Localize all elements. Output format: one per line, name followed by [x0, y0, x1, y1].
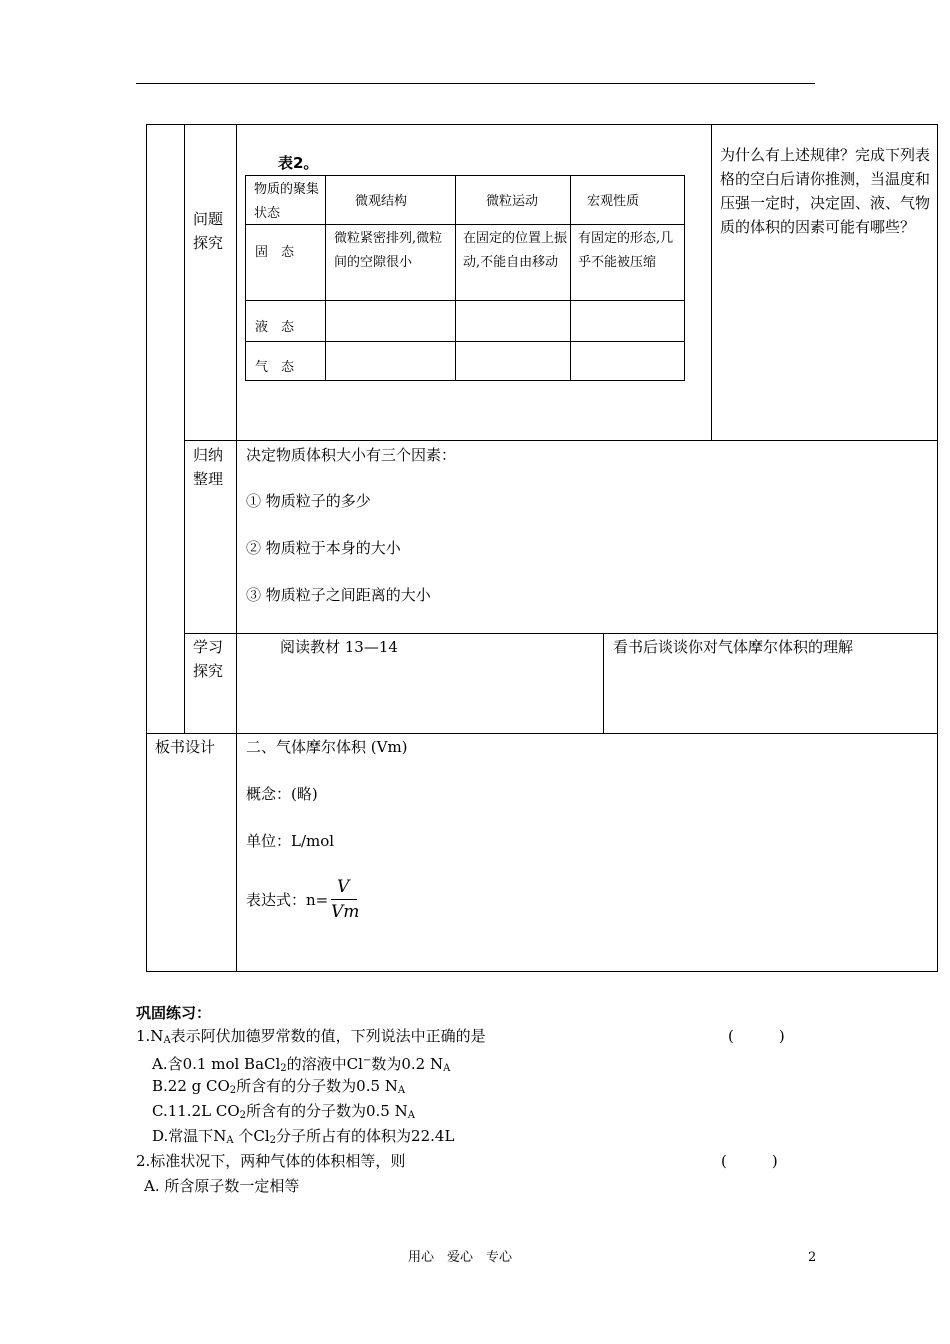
exercise-heading: 巩固练习： — [136, 1004, 212, 1022]
question-2-answer-paren: ( ) — [721, 1152, 778, 1170]
footer-motto: 用心 爱心 专心 — [408, 1250, 513, 1265]
question-1: $1.N_A$表示阿伏加德罗常数的值，下列说法中正确的是 — [136, 1027, 486, 1046]
table2-header-macro-property: 宏观性质 — [587, 194, 640, 209]
question-1-answer-paren: ( ) — [728, 1027, 785, 1045]
table2-header-state: 物质的聚集状态 — [254, 182, 320, 221]
header-rule — [136, 83, 815, 84]
problem-question: 为什么有上述规律？完成下列表格的空白后请你推测，当温度和压强一定时，决定固、液、气物质的体积的因素可能有哪些？ — [720, 146, 931, 236]
table2-row-gas-state: 气 态 — [255, 360, 295, 375]
question-1-option-b: B.22 g $CO_2$所含有的分子数为0.5 $N_A$ — [152, 1077, 406, 1096]
table2-header-particle-motion: 微粒运动 — [486, 194, 539, 209]
formula-numerator: V — [337, 877, 350, 897]
question-2: 2.标准状况下，两种气体的体积相等，则 — [136, 1152, 406, 1170]
board-title: 二、气体摩尔体积 (Vm) — [246, 738, 408, 756]
table2-row-solid-property: 有固定的形态,几乎不能被压缩 — [578, 231, 674, 270]
table2-row-liquid-state: 液 态 — [255, 320, 295, 335]
board-concept: 概念：(略) — [246, 785, 318, 803]
question-2-option-a: A. 所含原子数一定相等 — [144, 1177, 300, 1195]
question-1-option-c: C.11.2L $CO_2$所含有的分子数为0.5 $N_A$ — [152, 1102, 415, 1121]
summary-item-2: ② 物质粒于本身的大小 — [246, 539, 401, 557]
table2-row-solid-motion: 在固定的位置上振动,不能自由移动 — [463, 231, 568, 270]
summary-label: 归纳 整理 — [193, 446, 224, 488]
study-read: 阅读教材 13—14 — [280, 638, 398, 656]
board-formula-prefix: 表达式：n= — [246, 891, 329, 909]
board-unit: 单位：L/mol — [246, 832, 335, 850]
summary-intro: 决定物质体积大小有三个因素： — [246, 446, 457, 464]
problem-label: 问题 探究 — [193, 210, 224, 252]
question-1-option-a: A.含0.1 mol BaCl$_2$的溶液中Cl−数为0.2 $N_A$ — [152, 1055, 451, 1074]
summary-item-3: ③ 物质粒子之间距离的大小 — [246, 586, 431, 604]
study-task: 看书后谈谈你对气体摩尔体积的理解 — [613, 638, 854, 656]
formula-fraction-bar — [331, 899, 357, 900]
board-label: 板书设计 — [155, 738, 216, 756]
table2-row-solid-state: 固 态 — [255, 245, 295, 260]
study-label: 学习 探究 — [193, 638, 224, 680]
table2-title: 表2。 — [278, 154, 319, 172]
table2-row-solid-structure: 微粒紧密排列,微粒间的空隙很小 — [334, 231, 443, 270]
summary-item-1: ① 物质粒子的多少 — [246, 492, 371, 510]
formula-denominator: Vm — [331, 902, 360, 922]
table2-header-micro-structure: 微观结构 — [355, 194, 408, 209]
question-1-option-d: D.常温下$N_A$ 个$Cl_2$分子所占有的体积为22.4L — [152, 1127, 455, 1146]
page-number: 2 — [808, 1250, 817, 1265]
